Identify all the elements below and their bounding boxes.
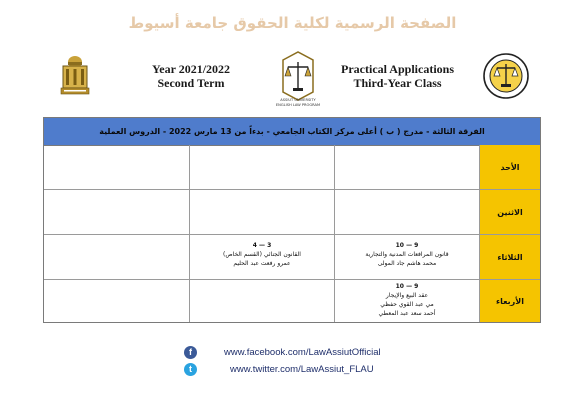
- session-lecturer: محمد هاشم جاد المولى: [377, 260, 437, 267]
- session-lecturer: أحمد سعد عبد المعطي: [378, 310, 436, 317]
- table-row: [44, 145, 540, 190]
- table-cell: [334, 145, 479, 189]
- table-cell: [334, 190, 479, 234]
- schedule-band-title: الفرقة الثالثة - مدرج ( ب ) أعلى مركز الكتاب الجامعي - بدءاً من 13 مارس 2022 - الدروس العملية: [44, 118, 540, 146]
- table-cell: [44, 190, 189, 234]
- session-time: 9 — 10: [395, 242, 419, 249]
- session-time: 3 — 4: [252, 242, 272, 249]
- session-sale-lease: [335, 282, 479, 318]
- day-tuesday: الثلاثاء: [479, 235, 540, 279]
- table-cell: [189, 280, 334, 322]
- session-criminal-law: [190, 241, 334, 268]
- table-row: [44, 280, 540, 322]
- university-logo: [58, 54, 92, 98]
- facebook-link[interactable]: www.facebook.com/LawAssiutOfficial: [224, 346, 381, 358]
- twitter-link[interactable]: www.twitter.com/LawAssiut_FLAU: [230, 363, 374, 375]
- term: Second Term: [157, 76, 225, 90]
- faculty-seal: [482, 52, 530, 100]
- session-subject: قانون المرافعات المدنية والتجارية: [365, 251, 449, 258]
- twitter-row: [184, 362, 374, 376]
- emblem-caption: [262, 98, 334, 108]
- emblem-caption-line1: ASSIUT UNIVERSITY: [280, 98, 316, 102]
- table-cell: [189, 145, 334, 189]
- table-cell: [44, 280, 189, 322]
- facebook-icon[interactable]: f: [184, 346, 197, 359]
- class-year: Third-Year Class: [353, 76, 442, 90]
- session-lecturer: مي عبد القوي حفظي: [380, 301, 434, 308]
- table-row: [44, 235, 540, 280]
- class-info: [330, 62, 465, 90]
- session-time: 9 — 10: [395, 283, 419, 290]
- day-monday: الاثنين: [479, 190, 540, 234]
- table-cell: [334, 235, 479, 279]
- day-wednesday: الأربعاء: [479, 280, 540, 322]
- term-info: [136, 62, 246, 90]
- session-lecturer: عمرو رفعت عبد الحليم: [233, 260, 291, 267]
- day-sunday: الأحد: [479, 145, 540, 189]
- table-cell: [334, 280, 479, 322]
- table-cell: [189, 235, 334, 279]
- emblem-caption-line2: ENGLISH LAW PROGRAM: [275, 103, 321, 107]
- session-civil-procedure: [335, 241, 479, 268]
- session-subject: عقد البيع والإيجار: [385, 292, 429, 299]
- schedule-type: Practical Applications: [341, 62, 454, 76]
- academic-year: Year 2021/2022: [151, 62, 231, 76]
- table-cell: [44, 145, 189, 189]
- table-cell: [189, 190, 334, 234]
- schedule-table: [43, 117, 541, 323]
- table-cell: [44, 235, 189, 279]
- facebook-row: [184, 345, 381, 359]
- session-subject: القانون الجنائي (القسم الخاص): [223, 251, 301, 258]
- twitter-icon[interactable]: t: [184, 363, 197, 376]
- page-title: الصفحة الرسمية لكلية الحقوق جامعة أسيوط: [128, 14, 457, 32]
- table-row: [44, 190, 540, 235]
